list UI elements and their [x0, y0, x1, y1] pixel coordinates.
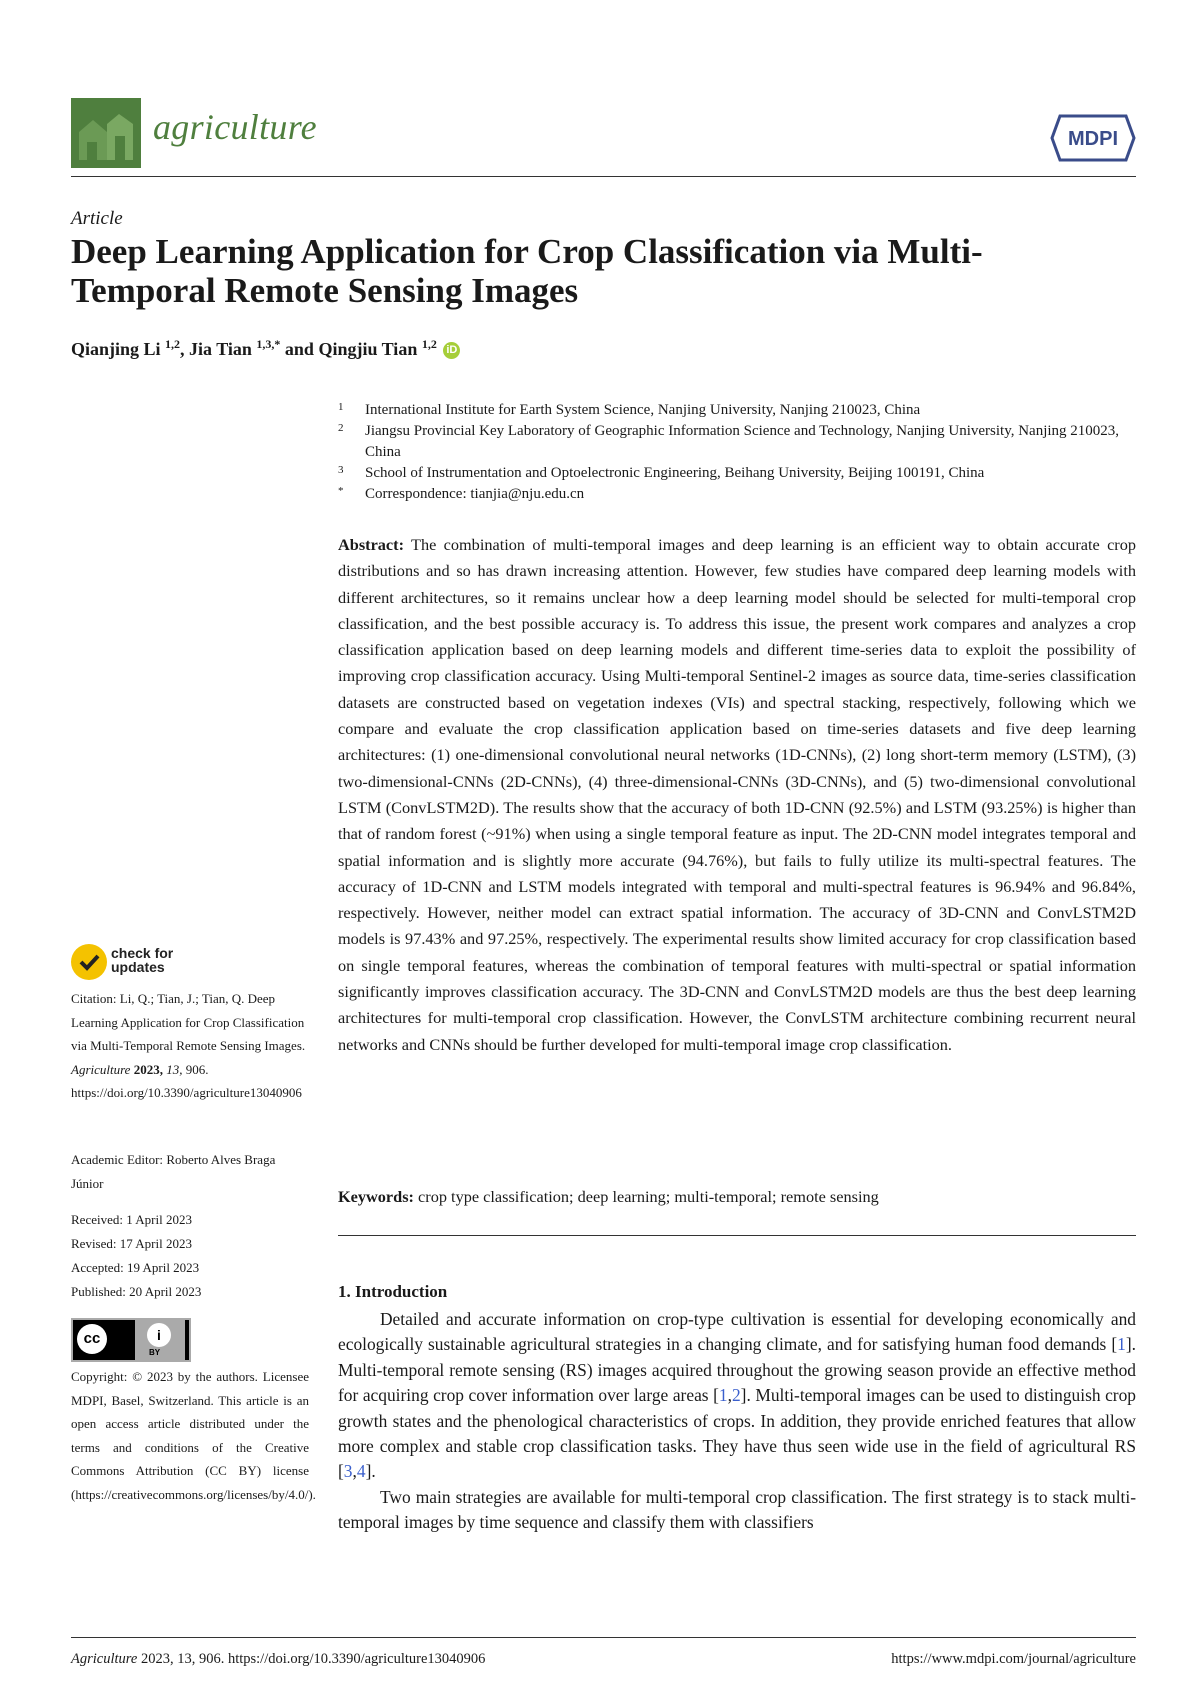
section-heading: 1. Introduction [338, 1282, 448, 1301]
footer-url[interactable]: https://www.mdpi.com/journal/agriculture [891, 1651, 1136, 1667]
paper-title: Deep Learning Application for Crop Classification via Multi-Temporal Remote Sensing Images [71, 232, 983, 310]
affiliation-text: School of Instrumentation and Optoelectronic Engineering, Beihang University, Beijing 100191, China [365, 465, 985, 481]
correspondence-email[interactable]: Correspondence: tianjia@nju.edu.cn [365, 486, 585, 502]
footer-journal: Agriculture [71, 1651, 138, 1667]
footer-citation [71, 1651, 485, 1668]
author-name: Jia Tian [189, 339, 252, 359]
date-value: 20 April 2023 [129, 1284, 202, 1299]
date-label: Accepted: [71, 1260, 124, 1275]
abstract-label: Abstract: [338, 535, 405, 554]
author-name: Qingjiu Tian [318, 339, 418, 359]
reference-link[interactable]: 1 [718, 1385, 728, 1406]
affiliation-text: Jiangsu Provincial Key Laboratory of Geographic Information Science and Technology, Nanjing University, Nanjing 210023, China [365, 423, 1120, 460]
creative-commons-icon: cc [77, 1324, 107, 1354]
cc-by-section [135, 1320, 185, 1360]
editor-label: Academic Editor: [71, 1152, 164, 1167]
intro-paragraph: Detailed and accurate information on crop-type cultivation is essential for developing economically and ecologically sustainable agricultural strategies in a changing climate, and for satisfying human food demands [1]. Multi-temporal remote sensing (RS) images acquired throughout the growing season provide an effective method for acquiring crop cover information over large areas [1,2]. Multi-temporal images can be used to distinguish crop growth states and the phenological characteristics of crops. In addition, they provide enriched features that allow more complex and stable crop classification tasks. They have thus seen wide use in the field of agricultural RS [3,4]. [338, 1309, 1136, 1482]
date-label: Revised: [71, 1236, 117, 1251]
affiliation-item [338, 463, 1138, 484]
affiliation-number: 3 [338, 464, 344, 476]
citation-label: Citation: [71, 991, 117, 1006]
header-rule [71, 176, 1136, 177]
date-row [71, 1256, 309, 1280]
affiliations [338, 400, 1138, 505]
author-name: Qianjing Li [71, 339, 161, 359]
citation-year: 2023, [133, 1061, 163, 1077]
journal-name[interactable]: agriculture [153, 107, 317, 147]
keywords-text: crop type classification; deep learning; multi-temporal; remote sensing [418, 1187, 879, 1206]
attribution-icon: i [147, 1323, 171, 1347]
date-value: 1 April 2023 [126, 1212, 192, 1227]
check-for-updates-badge[interactable] [71, 944, 181, 982]
footer-rule [71, 1637, 1136, 1638]
reference-link[interactable]: 2 [731, 1385, 741, 1406]
cc-by-license-badge[interactable] [71, 1318, 191, 1362]
intro-paragraph: Two main strategies are available for multi-temporal crop classification. The first strategy is to stack multi-temporal images by time sequence and classify them with classifiers [338, 1486, 1136, 1533]
citation-volume: 13, [166, 1061, 183, 1077]
author-separator: , [180, 339, 190, 359]
reference-link[interactable]: 1 [1117, 1334, 1126, 1355]
author-affil-sup: 1,2 [421, 337, 437, 351]
citation-block [71, 987, 309, 1105]
copyright-notice: Copyright: © 2023 by the authors. Licensee MDPI, Basel, Switzerland. This article is an open access article distributed under the terms and conditions of the Creative Commons Attribution (CC BY) license (https://creativecommons.org/licenses/by/4.0/). [71, 1369, 316, 1502]
keywords-label: Keywords: [338, 1187, 414, 1206]
affiliation-number: * [338, 485, 344, 497]
date-row [71, 1280, 309, 1304]
journal-header [71, 98, 1136, 178]
author-affil-sup: 1,3,* [256, 337, 281, 351]
affiliation-number: 1 [338, 401, 344, 413]
affiliation-item [338, 400, 1138, 421]
check-for-updates-label: check for updates [111, 945, 174, 975]
mdpi-logo[interactable] [1050, 112, 1136, 164]
date-label: Received: [71, 1212, 123, 1227]
date-row [71, 1232, 309, 1256]
reference-link[interactable]: 4 [356, 1461, 366, 1482]
keywords [338, 1187, 1136, 1207]
citation-journal: Agriculture [71, 1061, 131, 1077]
orcid-icon[interactable]: iD [443, 342, 460, 359]
footer-doi[interactable]: 2023, 13, 906. https://doi.org/10.3390/agriculture13040906 [140, 1651, 486, 1667]
citation-text: Li, Q.; Tian, J.; Tian, Q. Deep Learning Application for Crop Classification via Multi-Temporal Remote Sensing Images. [71, 991, 306, 1053]
date-value: 17 April 2023 [119, 1236, 192, 1251]
reference-link[interactable]: 3 [343, 1461, 353, 1482]
academic-editor [71, 1148, 309, 1195]
author-list [71, 337, 460, 360]
citation-doi[interactable]: 906. https://doi.org/10.3390/agriculture13040906 [71, 1061, 302, 1100]
author-separator: and [280, 339, 319, 359]
check-icon [71, 944, 107, 980]
abstract-text: The combination of multi-temporal images and deep learning is an efficient way to obtain accurate crop distributions and so has drawn increasing attention. However, few studies have compared deep learning models with different architectures, so it remains unclear how a deep learning model should be selected for multi-temporal crop classification, and the best possible accuracy is. To address this issue, the present work compares and analyzes a crop classification application based on deep learning models and different time-series data to exploit the possibility of improving crop classification accuracy. Using Multi-temporal Sentinel-2 images as source data, time-series classification datasets are constructed based on vegetation indexes (VIs) and spectral stacking, respectively, following which we compare and evaluate the crop classification application based on time-series datasets and five deep learning architectures: (1) one-dimensional convolutional neural networks (1D-CNNs), (2) long short-term memory (LSTM), (3) two-dimensional-CNNs (2D-CNNs), (4) three-dimensional-CNNs (3D-CNNs), and (5) two-dimensional convolutional LSTM (ConvLSTM2D). The results show that the accuracy of both 1D-CNN (92.5%) and LSTM (93.25%) is higher than that of random forest (~91%) when using a single temporal feature as input. The 2D-CNN model integrates temporal and spatial information and is slightly more accurate (94.76%), but fails to fully utilize its multi-spectral features. The accuracy of 1D-CNN and LSTM models integrated with temporal and multi-spectral features is 96.94% and 96.84%, respectively. However, neither model can extract spatial information. The accuracy of 3D-CNN and ConvLSTM2D models is 97.43% and 97.25%, respectively. The experimental results show limited accuracy for crop classification based on single temporal features, whereas the combination of temporal features with multi-spectral or spatial information significantly improves classification accuracy. The 3D-CNN and ConvLSTM2D models are thus the best deep learning architectures for multi-temporal crop classification. However, the ConvLSTM architecture combining recurrent neural networks and CNNs should be further developed for multi-temporal image crop classification. [338, 535, 1137, 1054]
affiliation-number: 2 [338, 422, 344, 434]
affiliation-item [338, 484, 1138, 505]
barn-icon [71, 98, 141, 168]
publication-dates [71, 1208, 309, 1304]
date-label: Published: [71, 1284, 126, 1299]
journal-logo [71, 98, 141, 168]
introduction-body [338, 1307, 1136, 1536]
mdpi-logo-text: MDPI [1068, 128, 1118, 150]
abstract-rule [338, 1235, 1136, 1236]
article-type: Article [71, 208, 123, 229]
editor-name: Roberto Alves Braga Júnior [71, 1152, 276, 1191]
abstract [338, 532, 1136, 1058]
date-value: 19 April 2023 [126, 1260, 200, 1275]
cc-by-label: BY [149, 1348, 161, 1357]
affiliation-text: International Institute for Earth System Science, Nanjing University, Nanjing 210023, China [365, 402, 921, 418]
affiliation-item [338, 421, 1138, 463]
date-row [71, 1208, 309, 1232]
author-affil-sup: 1,2 [165, 337, 181, 351]
